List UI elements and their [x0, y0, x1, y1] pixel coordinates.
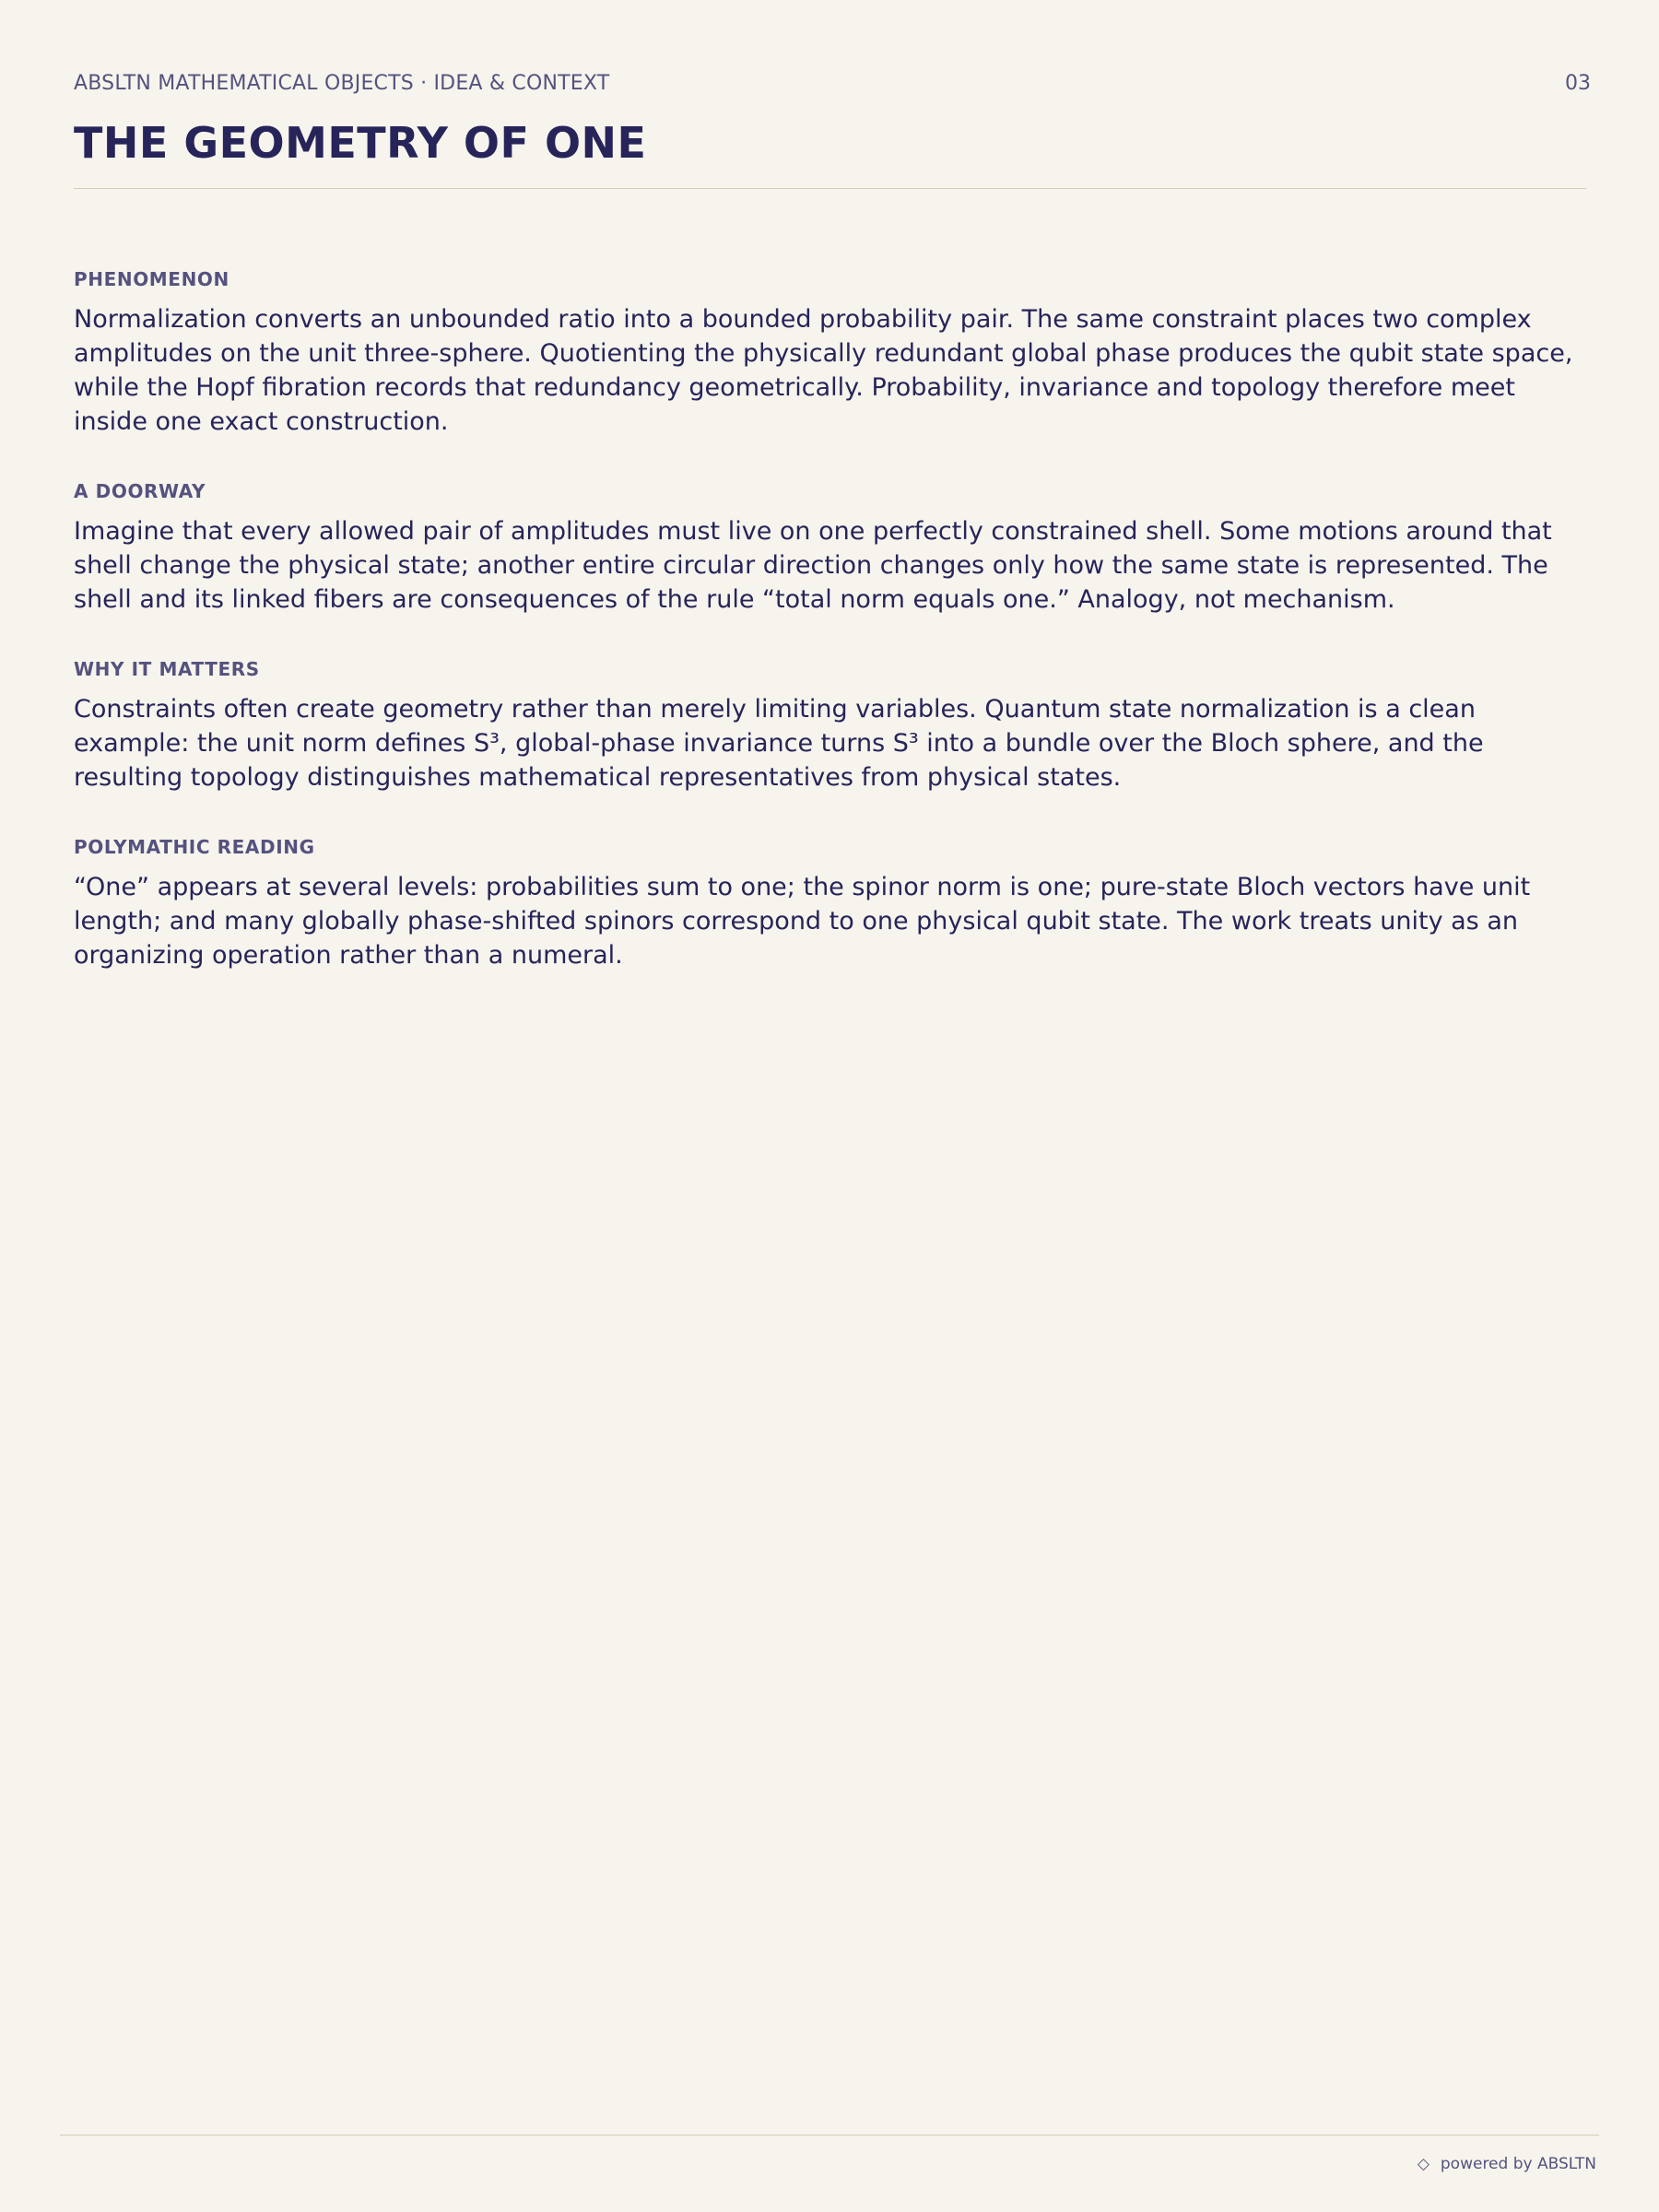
eyebrow-text: ABSLTN MATHEMATICAL OBJECTS · IDEA & CONTEXT — [74, 72, 610, 95]
section-why-it-matters — [74, 653, 1594, 794]
section-body: Normalization converts an unbounded ratio into a bounded probability pair. The same constraint places two complex amplitudes on the unit three-sphere. Quotienting the physically redundant global phase produces the qubit state space, while the Hopf fibration records that redundancy geometrically. Probability, invariance and topology therefore meet inside one exact construction. — [74, 305, 1573, 436]
footer-credit: powered by ABSLTN — [1440, 2155, 1596, 2173]
section-body: Imagine that every allowed pair of amplitudes must live on one perfectly constrained shell. Some motions around that shell change the physical state; another entire circular direction changes only how the same state is represented. The shell and its linked fibers are consequences of the rule “total norm equals one.” Analogy, not mechanism. — [74, 517, 1552, 614]
section-a-doorway — [74, 476, 1594, 617]
section-polymathic-reading — [74, 831, 1594, 972]
footer — [1418, 2155, 1596, 2173]
page-header — [74, 72, 1591, 95]
section-body: Constraints often create geometry rather than merely limiting variables. Quantum state normalization is a clean example: the unit norm defines S³, global-phase invariance turns S³ into a bundle over the Bloch sphere, and the resulting topology distinguishes mathematical representatives from physical states. — [74, 695, 1484, 792]
footer-divider — [60, 2135, 1599, 2136]
section-label: PHENOMENON — [74, 268, 229, 290]
diamond-outline-icon: ◇ — [1417, 2155, 1430, 2173]
header-divider — [74, 188, 1586, 189]
section-phenomenon — [74, 264, 1594, 439]
section-label: A DOORWAY — [74, 480, 206, 502]
page-number: 03 — [1565, 72, 1591, 95]
page-title: THE GEOMETRY OF ONE — [74, 118, 647, 168]
section-body: “One” appears at several levels: probabilities sum to one; the spinor norm is one; pure-state Bloch vectors have unit length; and many globally phase-shifted spinors correspond to one physical qubit state. The work treats unity as an organizing operation rather than a numeral. — [74, 873, 1531, 970]
section-label: POLYMATHIC READING — [74, 836, 315, 858]
main-content — [74, 264, 1594, 1009]
section-label: WHY IT MATTERS — [74, 658, 260, 680]
